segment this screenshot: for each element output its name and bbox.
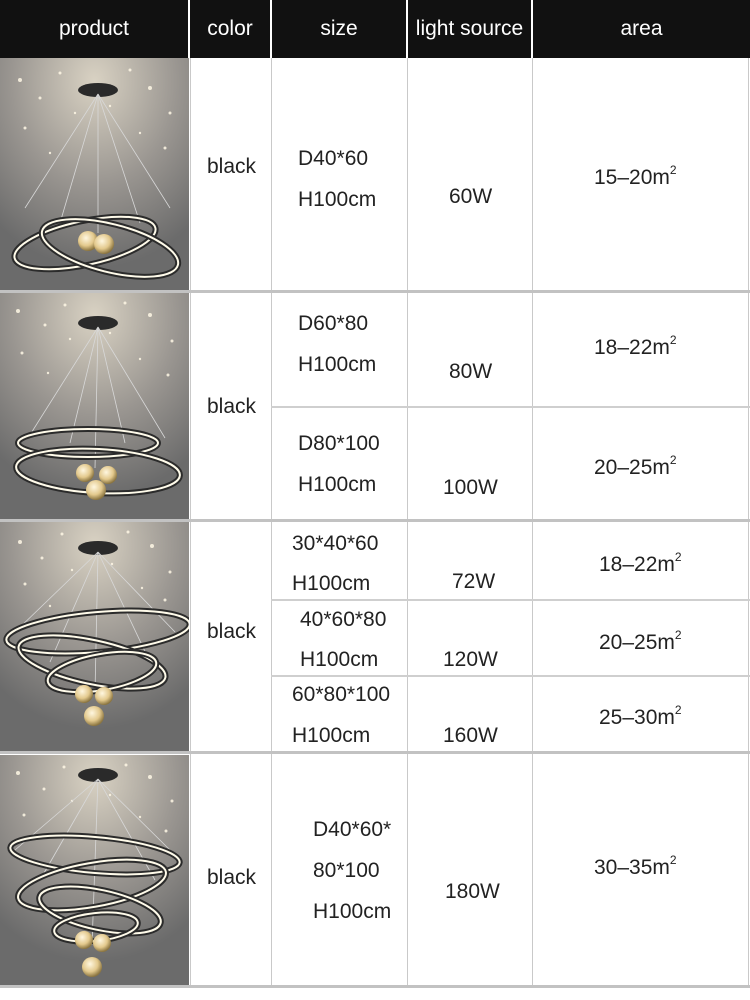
- divider: [190, 58, 191, 988]
- ring-chandelier-3-icon: [0, 58, 189, 291]
- area-value: $20-25m^2$: [594, 453, 677, 479]
- power-value: 80W: [449, 360, 493, 383]
- divider: [748, 58, 749, 988]
- size-value: 40*60*80: [300, 608, 387, 631]
- color-value: black: [207, 620, 257, 643]
- size-value: 80*100: [313, 859, 380, 882]
- area-value: $18-22m^2$: [599, 550, 682, 576]
- divider: [271, 58, 272, 988]
- area-value: $30-35m^2$: [594, 853, 677, 879]
- row-divider: [0, 751, 750, 754]
- product-image-3: [0, 522, 189, 752]
- row-divider: [271, 406, 750, 408]
- product-image-2: [0, 293, 189, 520]
- power-value: 180W: [445, 880, 500, 903]
- row-divider: [0, 985, 750, 988]
- size-value: D40*60: [298, 147, 369, 170]
- color-value: black: [207, 395, 257, 418]
- ring-chandelier-2-icon: [0, 293, 189, 520]
- area-value: $25-30m^2$: [599, 703, 682, 729]
- size-value: H100cm: [313, 900, 392, 923]
- ring-chandelier-3-icon: [0, 522, 189, 752]
- header-color: color: [190, 0, 272, 58]
- header-product: product: [0, 0, 190, 58]
- divider: [407, 58, 408, 988]
- product-image-1: [0, 58, 189, 291]
- color-value: black: [207, 866, 257, 889]
- power-value: 60W: [449, 185, 493, 208]
- size-value: H100cm: [292, 724, 371, 747]
- header-light-source: light source: [408, 0, 533, 58]
- header-area: area: [620, 17, 663, 40]
- row-divider: [0, 290, 750, 293]
- area-value: $18-22m^2$: [594, 333, 677, 359]
- size-value: H100cm: [298, 188, 377, 211]
- size-value: H100cm: [300, 648, 379, 671]
- divider: [532, 58, 533, 988]
- row-divider: [0, 519, 750, 522]
- size-value: D80*100: [298, 432, 380, 455]
- table-header: [0, 0, 750, 58]
- color-value: black: [207, 155, 257, 178]
- area-value: $15-20m^2$: [594, 163, 677, 189]
- ring-chandelier-4-icon: [0, 755, 189, 985]
- size-value: D40*60*: [313, 818, 392, 841]
- area-value: $20-25m^2$: [599, 628, 682, 654]
- size-value: H100cm: [298, 353, 377, 376]
- product-image-4: [0, 755, 189, 985]
- size-value: 60*80*100: [292, 683, 391, 706]
- header-size: size: [272, 0, 408, 58]
- size-value: D60*80: [298, 312, 369, 335]
- size-value: 30*40*60: [292, 532, 379, 555]
- power-value: 120W: [443, 648, 498, 671]
- row-divider: [271, 675, 750, 677]
- row-divider: [271, 599, 750, 601]
- size-value: H100cm: [292, 572, 371, 595]
- power-value: 160W: [443, 724, 498, 747]
- size-value: H100cm: [298, 473, 377, 496]
- power-value: 100W: [443, 476, 498, 499]
- power-value: 72W: [452, 570, 496, 593]
